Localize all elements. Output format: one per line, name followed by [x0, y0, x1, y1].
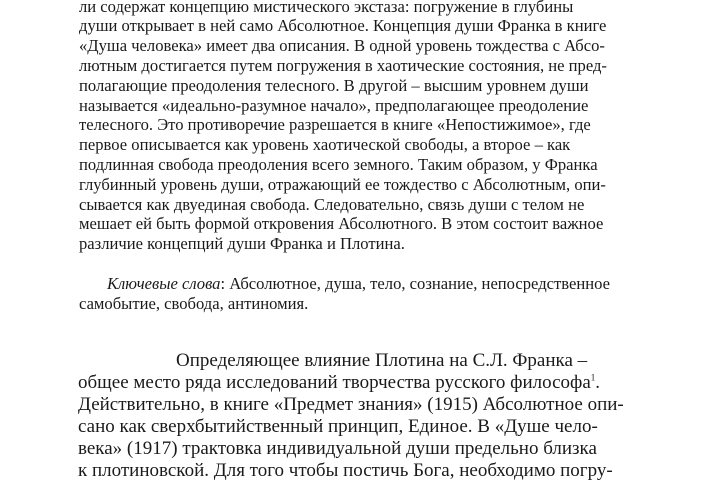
abstract-line-8: первое описывается как уровень хаотической свободы, а второе – как	[79, 135, 571, 154]
abstract-line-1: ли содержат концепцию мистического экстаза: погружение в глубины	[79, 0, 574, 16]
abstract-line-5: полагающие преодоления телесного. В другой – высшим уровнем души	[79, 76, 589, 95]
body-line-3: Действительно, в книге «Предмет знания» (1915) Абсолютное опи-	[78, 394, 624, 415]
body-line-1: Определяющее влияние Плотина на С.Л. Франка –	[176, 350, 588, 371]
abstract-line-10: глубинный уровень души, отражающий ее тождество с Абсолютным, опи-	[79, 175, 606, 194]
abstract-line-7: телесного. Это противоречие разрешается в книге «Непостижимое», где	[79, 115, 591, 134]
body-line-4: сано как сверхбытийственный принцип, Единое. В «Душе чело-	[78, 416, 598, 437]
body-line-2-text: общее место ряда исследований творчества русского философа	[78, 372, 591, 393]
abstract-line-2: души открывает в ней само Абсолютное. Концепция души Франка в книге	[79, 16, 607, 35]
keywords-list-part-1: : Абсолютное, душа, тело, сознание, непосредственное	[220, 274, 610, 293]
footnote-marker[interactable]: 1	[590, 372, 596, 383]
body-line-6: к плотиновской. Для того чтобы постичь Бога, необходимо погру-	[78, 460, 613, 481]
abstract-line-9: подлинная свобода преодоления всего земного. Таким образом, у Франка	[79, 155, 598, 174]
keywords-label: Ключевые слова	[107, 274, 221, 293]
body-line-2	[78, 372, 600, 394]
body-line-2-end: .	[595, 372, 601, 393]
abstract-line-11: сывается как двуединая свобода. Следовательно, связь души с телом не	[79, 195, 585, 214]
abstract-line-12: мешает ей быть формой откровения Абсолютного. В этом состоит важное	[79, 214, 604, 233]
keywords-line-1	[107, 274, 610, 294]
abstract-line-13: различие концепций души Франка и Плотина.	[79, 234, 405, 253]
abstract-line-3: «Душа человека» имеет два описания. В одной уровень тождества с Абсо-	[79, 36, 605, 55]
keywords-line-2: самобытие, свобода, антиномия.	[79, 294, 309, 313]
abstract-line-6: называется «идеально-разумное начало», предполагающее преодоление	[79, 96, 589, 115]
abstract-line-4: лютным достигается путем погружения в хаотические состояния, не пред-	[79, 56, 607, 75]
body-line-5: века» (1917) трактовка индивидуальной души предельно близка	[78, 438, 597, 459]
